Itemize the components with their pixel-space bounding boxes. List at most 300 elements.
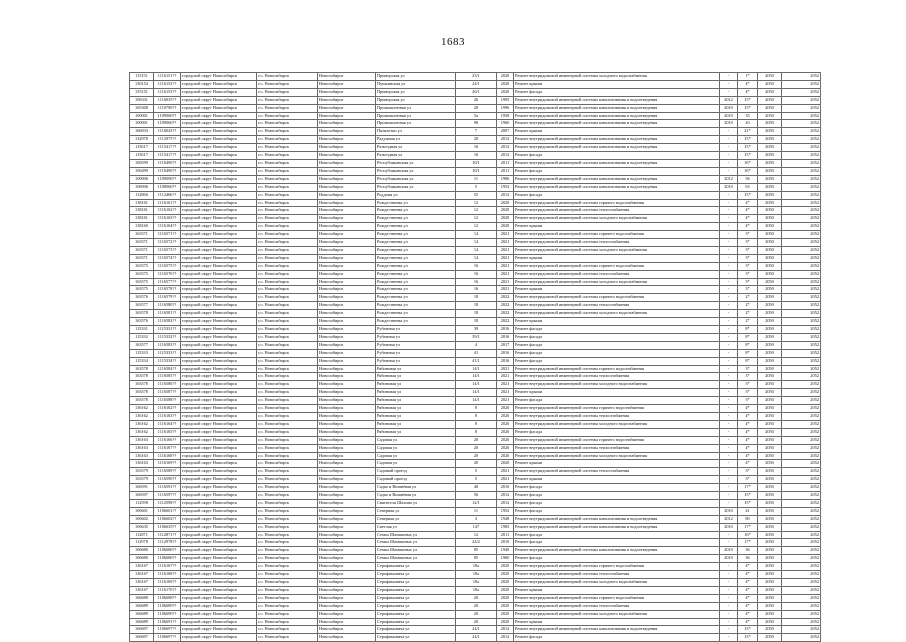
district-cell: г.о. Новосибирск	[257, 231, 318, 239]
plan-end-cell: 2052	[782, 571, 821, 579]
municipality-cell: городской округ Новосибирск	[181, 341, 257, 349]
wear-cell: 4*	[738, 610, 758, 618]
plan-end-cell: 2052	[782, 278, 821, 286]
year-cell: 2012	[497, 152, 514, 160]
municipality-cell: городской округ Новосибирск	[181, 175, 257, 183]
plan-start-cell: 2050	[758, 239, 782, 247]
street-cell: Рождественка ул	[376, 310, 456, 318]
street-cell: Рождественка ул	[376, 239, 456, 247]
table-row	[130, 183, 821, 191]
last-repair-cell: -	[720, 199, 738, 207]
work-type-cell: Ремонт внутридомовой инженерной системы горячего водоснабжения	[514, 594, 720, 602]
plan-end-cell: 2052	[782, 159, 821, 167]
street-cell: Светлая ул	[376, 523, 456, 531]
page-number: 1683	[441, 36, 465, 48]
work-type-cell: Ремонт внутридомовой инженерной системы холодного водоснабжения	[514, 579, 720, 587]
city-cell: Новосибирск	[318, 602, 376, 610]
work-type-cell: Ремонт внутридомовой инженерной системы теплоснабжения	[514, 239, 720, 247]
city-cell: Новосибирск	[318, 270, 376, 278]
year-cell: 2020	[497, 602, 514, 610]
house-number-cell: 8	[456, 420, 497, 428]
plan-end-cell: 2052	[782, 397, 821, 405]
city-cell: Новосибирск	[318, 223, 376, 231]
plan-end-cell: 2052	[782, 555, 821, 563]
house-number-cell: 12	[456, 207, 497, 215]
district-cell: г.о. Новосибирск	[257, 254, 318, 262]
house-number-cell: 20	[456, 460, 497, 468]
year-cell: 2020	[497, 460, 514, 468]
district-cell: г.о. Новосибирск	[257, 452, 318, 460]
last-repair-cell: -	[720, 88, 738, 96]
city-cell: Новосибирск	[318, 254, 376, 262]
municipality-cell: городской округ Новосибирск	[181, 460, 257, 468]
table-row	[130, 397, 821, 405]
last-repair-cell: -	[720, 302, 738, 310]
last-repair-cell: -	[720, 420, 738, 428]
work-type-cell: Ремонт внутридомовой инженерной системы горячего водоснабжения	[514, 563, 720, 571]
last-repair-cell: 2010	[720, 523, 738, 531]
city-cell: Новосибирск	[318, 499, 376, 507]
house-number-cell: 20	[456, 436, 497, 444]
last-repair-cell: -	[720, 341, 738, 349]
wear-cell: 56	[738, 175, 758, 183]
district-cell: г.о. Новосибирск	[257, 262, 318, 270]
table-row	[130, 507, 821, 515]
plan-start-cell: 2050	[758, 515, 782, 523]
house-code-cell: 1116152??	[154, 80, 181, 88]
street-cell: Рождественка ул	[376, 207, 456, 215]
plan-start-cell: 2050	[758, 610, 782, 618]
row-id-cell: 109006	[130, 175, 154, 183]
municipality-cell: городской округ Новосибирск	[181, 246, 257, 254]
last-repair-cell: -	[720, 499, 738, 507]
last-repair-cell: -	[720, 191, 738, 199]
table-row	[130, 563, 821, 571]
district-cell: г.о. Новосибирск	[257, 405, 318, 413]
row-id-cell: 115617	[130, 152, 154, 160]
city-cell: Новосибирск	[318, 515, 376, 523]
house-number-cell: 39	[456, 326, 497, 334]
street-cell: Разъездная ул	[376, 152, 456, 160]
wear-cell: 3*	[738, 286, 758, 294]
municipality-cell: городской округ Новосибирск	[181, 428, 257, 436]
house-number-cell: 8	[456, 405, 497, 413]
city-cell: Новосибирск	[318, 112, 376, 120]
last-repair-cell: -	[720, 262, 738, 270]
work-type-cell: Ремонт внутридомовой инженерной системы горячего водоснабжения	[514, 231, 720, 239]
city-cell: Новосибирск	[318, 618, 376, 626]
house-code-cell: 1106686??	[154, 555, 181, 563]
last-repair-cell: 2010	[720, 183, 738, 191]
district-cell: г.о. Новосибирск	[257, 610, 318, 618]
district-cell: г.о. Новосибирск	[257, 246, 318, 254]
plan-end-cell: 2052	[782, 373, 821, 381]
house-number-cell: 14	[456, 231, 497, 239]
wear-cell: 4*	[738, 594, 758, 602]
year-cell: 2021	[497, 365, 514, 373]
wear-cell: 15*	[738, 634, 758, 642]
district-cell: г.о. Новосибирск	[257, 223, 318, 231]
plan-start-cell: 2050	[758, 246, 782, 254]
plan-start-cell: 2050	[758, 167, 782, 175]
plan-start-cell: 2050	[758, 602, 782, 610]
last-repair-cell: -	[720, 610, 738, 618]
work-type-cell: Ремонт внутридомовой инженерной системы канализования и водоотведения	[514, 120, 720, 128]
row-id-cell: 163571	[130, 246, 154, 254]
district-cell: г.о. Новосибирск	[257, 128, 318, 136]
district-cell: г.о. Новосибирск	[257, 626, 318, 634]
municipality-cell: городской округ Новосибирск	[181, 610, 257, 618]
year-cell: 2020	[497, 207, 514, 215]
district-cell: г.о. Новосибирск	[257, 397, 318, 405]
house-number-cell: 12/1	[456, 499, 497, 507]
city-cell: Новосибирск	[318, 531, 376, 539]
plan-end-cell: 2052	[782, 294, 821, 302]
year-cell: 1986	[497, 175, 514, 183]
last-repair-cell: -	[720, 484, 738, 492]
work-type-cell: Ремонт внутридомовой инженерной системы горячего водоснабжения	[514, 294, 720, 302]
row-id-cell: 115333	[130, 349, 154, 357]
district-cell: г.о. Новосибирск	[257, 215, 318, 223]
house-number-cell: 8	[456, 412, 497, 420]
work-type-cell: Ремонт фасада	[514, 167, 720, 175]
city-cell: Новосибирск	[318, 175, 376, 183]
work-type-cell: Ремонт внутридомовой инженерной системы теплоснабжения	[514, 571, 720, 579]
wear-cell: 3*	[738, 468, 758, 476]
last-repair-cell: -	[720, 231, 738, 239]
year-cell: 2020	[497, 405, 514, 413]
year-cell: 1952	[497, 183, 514, 191]
city-cell: Новосибирск	[318, 183, 376, 191]
house-code-cell: 1116586??	[154, 381, 181, 389]
year-cell: 1960	[497, 120, 514, 128]
district-cell: г.о. Новосибирск	[257, 310, 318, 318]
city-cell: Новосибирск	[318, 128, 376, 136]
house-code-cell: 1106602??	[154, 515, 181, 523]
house-code-cell: 1116578??	[154, 286, 181, 294]
plan-end-cell: 2052	[782, 452, 821, 460]
wear-cell: 4*	[738, 80, 758, 88]
last-repair-cell: -	[720, 365, 738, 373]
wear-cell: 16*	[738, 167, 758, 175]
city-cell: Новосибирск	[318, 626, 376, 634]
plan-start-cell: 2050	[758, 120, 782, 128]
plan-start-cell: 2050	[758, 397, 782, 405]
house-code-cell: 1116169??	[154, 579, 181, 587]
municipality-cell: городской округ Новосибирск	[181, 412, 257, 420]
street-cell: Республиканская ул	[376, 159, 456, 167]
table-row	[130, 428, 821, 436]
table-row	[130, 96, 821, 104]
table-row	[130, 594, 821, 602]
plan-end-cell: 2052	[782, 594, 821, 602]
row-id-cell: 166689	[130, 602, 154, 610]
year-cell: 2020	[497, 420, 514, 428]
work-type-cell: Ремонт внутридомовой инженерной системы горячего водоснабжения	[514, 199, 720, 207]
work-type-cell: Ремонт фасада	[514, 191, 720, 199]
year-cell: 2020	[497, 452, 514, 460]
wear-cell: 8*	[738, 357, 758, 365]
work-type-cell: Ремонт внутридомовой инженерной системы теплоснабжения	[514, 602, 720, 610]
plan-end-cell: 2052	[782, 634, 821, 642]
city-cell: Новосибирск	[318, 136, 376, 144]
street-cell: Республиканская ул	[376, 167, 456, 175]
street-cell: Промышленная ул	[376, 104, 456, 112]
row-id-cell: 136163	[130, 452, 154, 460]
house-number-cell: 20	[456, 618, 497, 626]
plan-start-cell: 2050	[758, 254, 782, 262]
last-repair-cell: -	[720, 294, 738, 302]
row-id-cell: 136163	[130, 460, 154, 468]
year-cell: 2020	[497, 579, 514, 587]
year-cell: 2011	[497, 531, 514, 539]
wear-cell: 4*	[738, 405, 758, 413]
year-cell: 1996	[497, 104, 514, 112]
work-type-cell: Ремонт крыши	[514, 389, 720, 397]
year-cell: 2022	[497, 310, 514, 318]
street-cell: Промышленная ул	[376, 120, 456, 128]
last-repair-cell: -	[720, 460, 738, 468]
district-cell: г.о. Новосибирск	[257, 120, 318, 128]
plan-start-cell: 2050	[758, 349, 782, 357]
wear-cell: 3*	[738, 231, 758, 239]
year-cell: 2020	[497, 571, 514, 579]
house-code-cell: 1112598??	[154, 499, 181, 507]
work-type-cell: Ремонт крыши	[514, 318, 720, 326]
plan-start-cell: 2050	[758, 333, 782, 341]
plan-start-cell: 2050	[758, 563, 782, 571]
row-id-cell: 112978	[130, 539, 154, 547]
district-cell: г.о. Новосибирск	[257, 357, 318, 365]
municipality-cell: городской округ Новосибирск	[181, 254, 257, 262]
house-number-cell: 20	[456, 136, 497, 144]
wear-cell: 4*	[738, 563, 758, 571]
plan-start-cell: 2050	[758, 381, 782, 389]
house-number-cell: 5а	[456, 112, 497, 120]
wear-cell: 80	[738, 515, 758, 523]
district-cell: г.о. Новосибирск	[257, 634, 318, 642]
house-code-cell: 1116590??	[154, 476, 181, 484]
plan-end-cell: 2052	[782, 428, 821, 436]
row-id-cell: 163571	[130, 239, 154, 247]
municipality-cell: городской округ Новосибирск	[181, 515, 257, 523]
house-code-cell: 1115417??	[154, 144, 181, 152]
plan-end-cell: 2052	[782, 389, 821, 397]
plan-end-cell: 2052	[782, 412, 821, 420]
row-id-cell: 166689	[130, 618, 154, 626]
row-id-cell: 166033	[130, 128, 154, 136]
work-type-cell: Ремонт крыши	[514, 460, 720, 468]
last-repair-cell: -	[720, 128, 738, 136]
house-number-cell: 41/1	[456, 357, 497, 365]
last-repair-cell: -	[720, 468, 738, 476]
year-cell: 2021	[497, 246, 514, 254]
table-row	[130, 531, 821, 539]
house-number-cell: 5	[456, 476, 497, 484]
table-row	[130, 152, 821, 160]
plan-start-cell: 2050	[758, 88, 782, 96]
house-number-cell: 12	[456, 215, 497, 223]
municipality-cell: городской округ Новосибирск	[181, 80, 257, 88]
municipality-cell: городской округ Новосибирск	[181, 555, 257, 563]
city-cell: Новосибирск	[318, 246, 376, 254]
municipality-cell: городской округ Новосибирск	[181, 476, 257, 484]
municipality-cell: городской округ Новосибирск	[181, 492, 257, 500]
street-cell: Рождественка ул	[376, 318, 456, 326]
row-id-cell: 163577	[130, 341, 154, 349]
district-cell: г.о. Новосибирск	[257, 444, 318, 452]
house-code-cell: 1109060??	[154, 120, 181, 128]
row-id-cell: 115151	[130, 73, 154, 81]
district-cell: г.о. Новосибирск	[257, 428, 318, 436]
street-cell: Рябиновая ул	[376, 420, 456, 428]
work-type-cell: Ремонт внутридомовой инженерной системы канализования и водоотведения	[514, 626, 720, 634]
city-cell: Новосибирск	[318, 302, 376, 310]
house-number-cell: 16	[456, 262, 497, 270]
last-repair-cell: -	[720, 357, 738, 365]
street-cell: Рождественка ул	[376, 262, 456, 270]
work-type-cell: Ремонт внутридомовой инженерной системы канализования и водоотведения	[514, 515, 720, 523]
street-cell: Рождественка ул	[376, 199, 456, 207]
year-cell: 2021	[497, 389, 514, 397]
district-cell: г.о. Новосибирск	[257, 159, 318, 167]
district-cell: г.о. Новосибирск	[257, 183, 318, 191]
row-id-cell: 163578	[130, 373, 154, 381]
plan-start-cell: 2050	[758, 294, 782, 302]
house-number-cell: 18а	[456, 586, 497, 594]
house-number-cell: 14	[456, 239, 497, 247]
municipality-cell: городской округ Новосибирск	[181, 73, 257, 81]
wear-cell: 4*	[738, 428, 758, 436]
city-cell: Новосибирск	[318, 579, 376, 587]
plan-end-cell: 2052	[782, 626, 821, 634]
plan-start-cell: 2050	[758, 436, 782, 444]
house-code-cell: 1116043??	[154, 128, 181, 136]
year-cell: 2020	[497, 428, 514, 436]
year-cell: 2021	[497, 286, 514, 294]
work-type-cell: Ремонт фасада	[514, 333, 720, 341]
municipality-cell: городской округ Новосибирск	[181, 286, 257, 294]
table-row	[130, 373, 821, 381]
wear-cell: 3*	[738, 278, 758, 286]
year-cell: 2011	[497, 167, 514, 175]
municipality-cell: городской округ Новосибирск	[181, 183, 257, 191]
street-cell: Рубежная ул	[376, 341, 456, 349]
work-type-cell: Ремонт фасада	[514, 357, 720, 365]
house-code-cell: 1109060??	[154, 112, 181, 120]
row-id-cell: 115617	[130, 144, 154, 152]
year-cell: 2007	[497, 128, 514, 136]
municipality-cell: городской округ Новосибирск	[181, 159, 257, 167]
municipality-cell: городской округ Новосибирск	[181, 539, 257, 547]
municipality-cell: городской округ Новосибирск	[181, 262, 257, 270]
wear-cell: 4*	[738, 444, 758, 452]
street-cell: Серафимовича ул	[376, 563, 456, 571]
last-repair-cell: 2010	[720, 120, 738, 128]
table-row	[130, 278, 821, 286]
wear-cell: 8*	[738, 341, 758, 349]
wear-cell: 3*	[738, 389, 758, 397]
street-cell: Рождественка ул	[376, 223, 456, 231]
row-id-cell: 163575	[130, 278, 154, 286]
work-type-cell: Ремонт внутридомовой инженерной системы холодного водоснабжения	[514, 610, 720, 618]
city-cell: Новосибирск	[318, 349, 376, 357]
house-code-cell: 1116574??	[154, 254, 181, 262]
year-cell: 2021	[497, 231, 514, 239]
year-cell: 2020	[497, 563, 514, 571]
street-cell: Республиканская ул	[376, 175, 456, 183]
year-cell: 2021	[497, 270, 514, 278]
plan-end-cell: 2052	[782, 618, 821, 626]
district-cell: г.о. Новосибирск	[257, 563, 318, 571]
municipality-cell: городской округ Новосибирск	[181, 294, 257, 302]
table-row	[130, 223, 821, 231]
street-cell: Роддома ул	[376, 191, 456, 199]
last-repair-cell: 2012	[720, 96, 738, 104]
house-number-cell: 20	[456, 602, 497, 610]
plan-start-cell: 2050	[758, 555, 782, 563]
house-code-cell: 1116580??	[154, 302, 181, 310]
city-cell: Новосибирск	[318, 547, 376, 555]
wear-cell: 3*	[738, 239, 758, 247]
city-cell: Новосибирск	[318, 215, 376, 223]
house-code-cell: 1116490??	[154, 159, 181, 167]
wear-cell: 2*	[738, 302, 758, 310]
plan-start-cell: 2050	[758, 571, 782, 579]
row-id-cell: 106599	[130, 159, 154, 167]
last-repair-cell: -	[720, 270, 738, 278]
street-cell: Промышленная ул	[376, 112, 456, 120]
table-row	[130, 294, 821, 302]
last-repair-cell: -	[720, 412, 738, 420]
row-id-cell: 136162	[130, 405, 154, 413]
table-row	[130, 444, 821, 452]
year-cell: 2020	[497, 594, 514, 602]
row-id-cell: 163571	[130, 231, 154, 239]
table-row	[130, 246, 821, 254]
house-number-cell: 11	[456, 175, 497, 183]
city-cell: Новосибирск	[318, 96, 376, 104]
wear-cell: 4*	[738, 215, 758, 223]
plan-start-cell: 2050	[758, 365, 782, 373]
plan-end-cell: 2052	[782, 341, 821, 349]
street-cell: Приморская ул	[376, 96, 456, 104]
row-id-cell: 106686	[130, 555, 154, 563]
row-id-cell: 163578	[130, 310, 154, 318]
district-cell: г.о. Новосибирск	[257, 294, 318, 302]
table-row	[130, 468, 821, 476]
last-repair-cell: 2012	[720, 515, 738, 523]
house-code-cell: 1116573??	[154, 246, 181, 254]
work-type-cell: Ремонт внутридомовой инженерной системы канализования и водоотведения	[514, 159, 720, 167]
work-type-cell: Ремонт внутридомовой инженерной системы теплоснабжения	[514, 412, 720, 420]
last-repair-cell: -	[720, 397, 738, 405]
registry-body	[130, 73, 821, 642]
house-number-cell: 40	[456, 484, 497, 492]
plan-start-cell: 2050	[758, 594, 782, 602]
house-code-cell: 1116161??	[154, 199, 181, 207]
street-cell: Серафимовича ул	[376, 634, 456, 642]
house-code-cell: 1116165??	[154, 428, 181, 436]
municipality-cell: городской округ Новосибирск	[181, 389, 257, 397]
wear-cell: 4*	[738, 412, 758, 420]
plan-start-cell: 2050	[758, 476, 782, 484]
table-row	[130, 547, 821, 555]
street-cell: Садовый проезд	[376, 476, 456, 484]
last-repair-cell: -	[720, 167, 738, 175]
plan-start-cell: 2050	[758, 175, 782, 183]
plan-start-cell: 2050	[758, 373, 782, 381]
